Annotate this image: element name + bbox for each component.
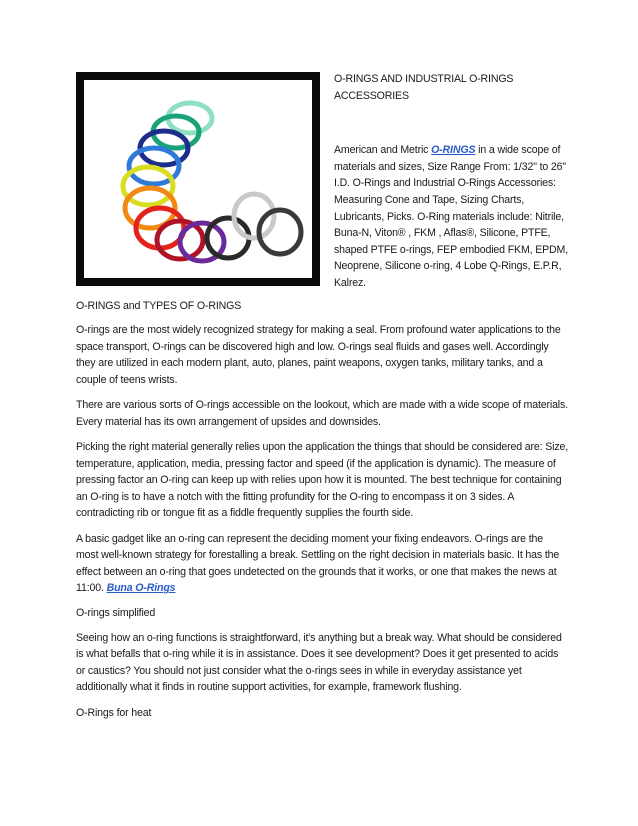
intro-column [334,71,574,292]
section-heading-types: O-RINGS and TYPES OF O-RINGS [76,300,242,312]
article-body [76,298,568,729]
paragraph-4 [76,531,568,597]
intro-title: O-RINGS AND INDUSTRIAL O-RINGS ACCESSORIES [334,73,514,102]
intro-text-post: in a wide scope of materials and sizes, Size Range From: 1/32" to 26" I.D. O-Rings and Industrial O-Rings Accessories: Measuring Cone and Tape, Sizing Charts, Lubricants, Picks. O-Ring materials include: Nitrile, Buna-N, Viton® , FKM , Aflas®, Silicone, PTFE, shaped PTFE o-rings, FEP embodied FKM, EPDM, Neoprene, Silicone o-ring, 4 Lobe Q-Rings, E.P.R, Kalrez. [334,144,569,289]
section-heading-heat: O-Rings for heat [76,706,152,719]
paragraph-1: O-rings are the most widely recognized strategy for making a seal. From profound water applications to the space transport, O-rings can be discovered high and low. O-rings seal fluids and gases well. Accordingly they are utilized in each modern plant, auto, planes, paint weapons, oxygen tanks, military tanks, and a couple of teens wrists. [76,324,561,386]
paragraph-2: There are various sorts of O-rings accessible on the lookout, which are made with a wide scope of materials. Every material has its own arrangement of upsides and downsides. [76,399,568,428]
intro-text-pre: American and Metric [334,144,432,157]
buna-o-rings-link[interactable]: Buna O-Rings [106,582,176,595]
o-rings-link[interactable]: O-RINGS [431,144,476,157]
o-ring-10 [207,218,249,258]
intro-paragraph [334,142,574,291]
paragraph-4-text: A basic gadget like an o-ring can represent the deciding moment your fixing endeavors. O-rings are the most well-known strategy for forestalling a break. Settling on the right decision in materials basic. It has the effect between an o-ring that goes undetected on the grounds that it works, or one that makes the news at 11:00. [76,532,560,595]
o-rings-photo [76,72,320,286]
o-rings-illustration [84,80,312,278]
paragraph-3: Picking the right material generally relies upon the application the things that should be considered are: Size, temperature, application, media, pressing factor and speed (if the application is dynamic). The measure of pressing factor an O-ring can keep up with relies upon how it is mounted. The best technique for containing an O-ring is to have a notch with the fitting profundity for the O-ring to encompass it on 3 sides. A contradicting rib or tongue fit as a fiddle frequently supplies the fourth side. [76,440,569,520]
paragraph-5: Seeing how an o-ring functions is straightforward, it's anything but a break way. What should be considered is what befalls that o-ring while it is in assistance. Does it see development? Does it get presented to acids or caustics? You should not just consider what the o-rings sees in while in everyday assistance yet additionally what it finds in routine support activities, for example, framework flushing. [76,631,562,694]
o-rings-photo-frame [84,80,312,278]
section-heading-simplified: O-rings simplified [76,607,156,620]
